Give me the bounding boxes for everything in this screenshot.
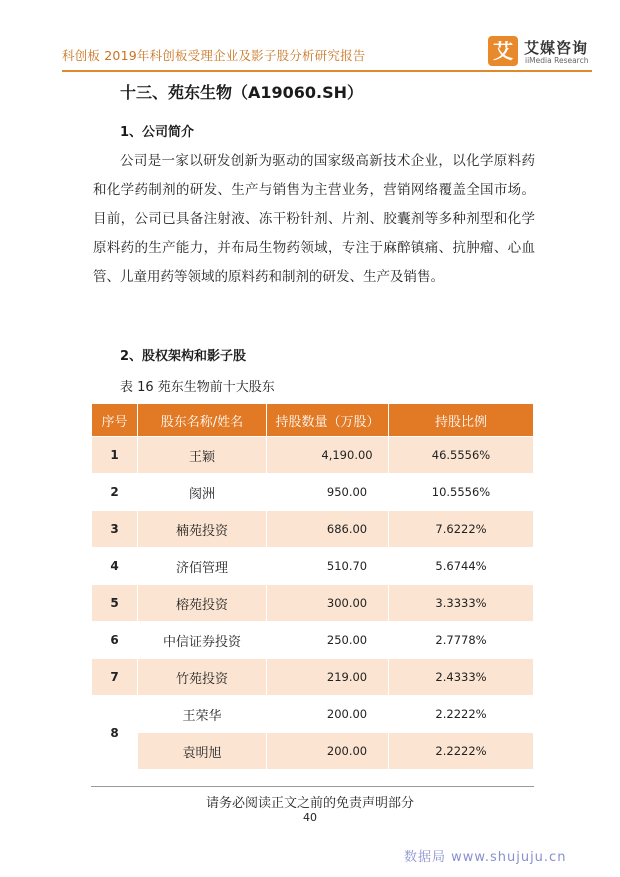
row-ratio <box>389 696 534 733</box>
row-name: 王荣华 <box>138 696 267 733</box>
row-ratio <box>389 622 534 659</box>
row-ratio <box>389 585 534 622</box>
footer-disclaimer: 请务必阅读正文之前的免责声明部分 <box>205 796 414 811</box>
row-shares <box>267 511 389 548</box>
table-row <box>92 511 534 548</box>
row-ratio <box>389 659 534 696</box>
row-ratio-value: 2.7778% <box>435 633 487 647</box>
brand-logo <box>488 36 598 68</box>
page-number: 40 <box>303 811 317 824</box>
row-shares-value: 686.00 <box>326 522 368 536</box>
table-row <box>92 659 534 696</box>
logo-mark-icon: 艾 <box>488 36 518 66</box>
table-row <box>92 548 534 585</box>
table-row <box>92 437 534 474</box>
row-name: 袁明旭 <box>138 733 267 770</box>
table-row <box>92 585 534 622</box>
table-header-row <box>92 404 534 437</box>
row-ratio-value: 46.5556% <box>431 448 491 462</box>
row-ratio-value: 2.2222% <box>435 744 487 758</box>
table-row <box>92 474 534 511</box>
table-row <box>92 696 534 733</box>
subsection-title-intro: 1、公司简介 <box>120 125 195 140</box>
header-divider <box>62 70 592 72</box>
row-shares <box>267 733 389 770</box>
row-ratio <box>389 511 534 548</box>
row-ratio <box>389 474 534 511</box>
row-name: 楠苑投资 <box>138 511 267 548</box>
table-caption: 表 16 苑东生物前十大股东 <box>120 380 275 395</box>
row-shares-value: 219.00 <box>326 670 368 684</box>
row-ratio-value: 5.6744% <box>435 559 487 573</box>
row-name: 阂洲 <box>138 474 267 511</box>
row-ratio <box>389 548 534 585</box>
watermark: 数据局 www.shujuju.cn <box>404 850 567 865</box>
row-shares <box>267 437 389 474</box>
row-seq: 3 <box>92 511 138 548</box>
row-ratio <box>389 437 534 474</box>
row-shares-value: 4,190.00 <box>321 448 373 462</box>
page-header <box>62 34 592 74</box>
subsection-title-equity: 2、股权架构和影子股 <box>120 349 247 364</box>
row-ratio-value: 2.4333% <box>435 670 487 684</box>
row-shares <box>267 696 389 733</box>
header-ratio: 持股比例 <box>389 404 534 437</box>
row-name: 榕苑投资 <box>138 585 267 622</box>
row-seq: 8 <box>92 696 138 770</box>
row-seq: 2 <box>92 474 138 511</box>
row-shares-value: 200.00 <box>326 744 368 758</box>
row-seq: 1 <box>92 437 138 474</box>
row-name: 王颖 <box>138 437 267 474</box>
row-seq: 5 <box>92 585 138 622</box>
shareholders-table <box>91 403 534 770</box>
row-ratio-value: 3.3333% <box>435 596 487 610</box>
row-ratio-value: 2.2222% <box>435 707 487 721</box>
header-name: 股东名称/姓名 <box>138 404 267 437</box>
row-seq: 7 <box>92 659 138 696</box>
table-row <box>92 733 534 770</box>
row-shares <box>267 659 389 696</box>
header-title: 科创板 2019年科创板受理企业及影子股分析研究报告 <box>62 48 366 63</box>
row-shares <box>267 622 389 659</box>
table-row <box>92 622 534 659</box>
row-ratio-value: 10.5556% <box>431 485 491 499</box>
row-name: 竹苑投资 <box>138 659 267 696</box>
row-name: 济佰管理 <box>138 548 267 585</box>
logo-text-en: iiMedia Research <box>525 56 589 65</box>
row-shares-value: 950.00 <box>326 485 368 499</box>
footer-divider <box>91 786 534 787</box>
row-seq: 4 <box>92 548 138 585</box>
header-shares: 持股数量（万股） <box>267 404 389 437</box>
logo-text-cn: 艾媒咨询 <box>524 39 589 57</box>
row-ratio <box>389 733 534 770</box>
row-name: 中信证券投资 <box>138 622 267 659</box>
row-shares-value: 200.00 <box>326 707 368 721</box>
section-title: 十三、苑东生物（A19060.SH） <box>120 83 364 102</box>
row-seq: 6 <box>92 622 138 659</box>
header-seq: 序号 <box>92 404 138 437</box>
row-ratio-value: 7.6222% <box>435 522 487 536</box>
row-shares-value: 300.00 <box>326 596 368 610</box>
row-shares-value: 510.70 <box>326 559 368 573</box>
row-shares-value: 250.00 <box>326 633 368 647</box>
row-shares <box>267 474 389 511</box>
row-shares <box>267 585 389 622</box>
company-intro-paragraph: 公司是一家以研发创新为驱动的国家级高新技术企业，以化学原料药和化学药制剂的研发、生产与销售为主营业务，营销网络覆盖全国市场。目前，公司已具备注射液、冻干粉针剂、片剂、胶囊剂等多种剂型和化学原料药的生产能力，并布局生物药领域，专注于麻醉镇痛、抗肿瘤、心血管、儿童用药等领域的原料药和制剂的研发、生产及销售。 <box>93 153 535 285</box>
row-shares <box>267 548 389 585</box>
